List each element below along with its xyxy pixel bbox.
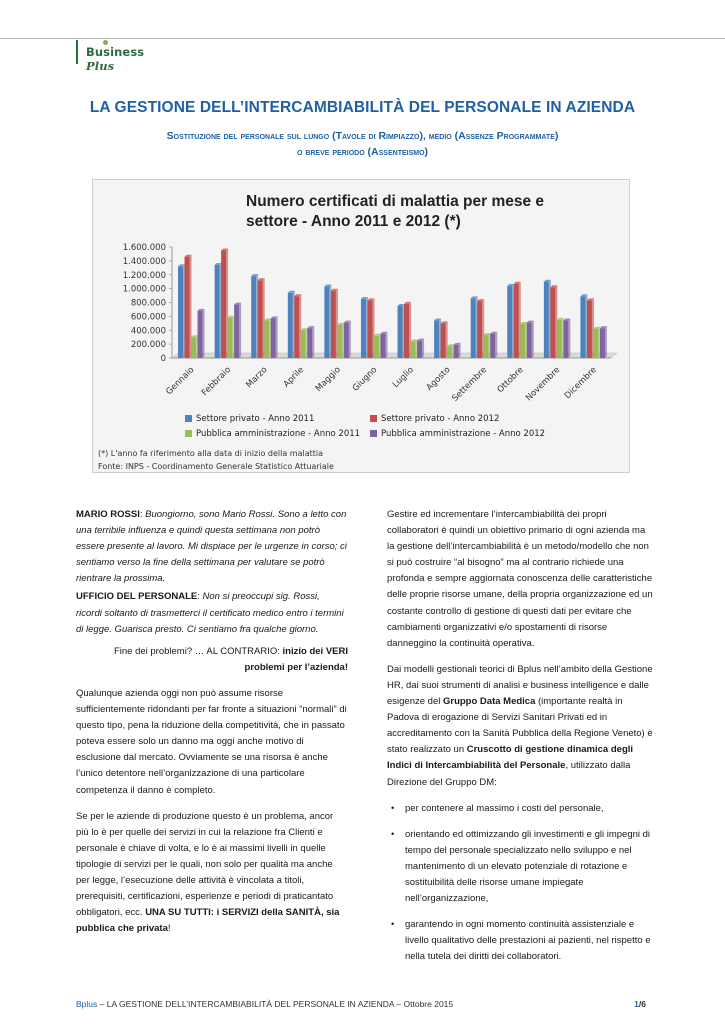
page-subtitle-line2: o breve periodo (Assenteismo)	[296, 146, 429, 158]
legend-label: Pubblica amministrazione - Anno 2011	[196, 429, 361, 439]
bar-side	[495, 332, 497, 358]
y-tick-label: 1.400.000	[122, 256, 166, 267]
bar	[178, 266, 183, 358]
bar	[198, 311, 203, 358]
y-tick-label: 1.000.000	[122, 284, 166, 295]
bar-side	[532, 321, 534, 358]
bar	[434, 321, 439, 358]
bar	[234, 305, 239, 358]
list-item: • per contenere al massimo i costi del personale,	[387, 801, 655, 817]
bar	[441, 323, 446, 358]
quote-office: Non si preoccupi sig. Rossi, ricordi soltanto di trasmetterci il certificato medico entro i termini di legge. Guarisca presto. Ci sentiamo fra qualche giorno.	[76, 591, 344, 635]
bar	[417, 341, 422, 358]
bar	[563, 321, 568, 358]
bar	[557, 320, 562, 358]
list-item: • garantendo in ogni momento continuità assistenziale e livello qualitativo delle prestazioni ai pazienti, nel rispetto e nella tutela dei diritti dei collaboratori.	[391, 919, 651, 963]
legend-label: Settore privato - Anno 2011	[196, 414, 315, 424]
speaker-mario: MARIO ROSSI	[76, 509, 140, 520]
legend-swatch	[370, 415, 377, 422]
dashboard-group: Gruppo Data Medica	[442, 696, 536, 708]
bar	[258, 280, 263, 358]
bar	[404, 304, 409, 358]
bar	[344, 323, 349, 358]
page-total: /6	[638, 999, 646, 1009]
paragraph-services	[76, 809, 348, 938]
bar	[215, 265, 220, 358]
problems-plain: Fine dei problemi? … AL CONTRARIO:	[113, 645, 283, 657]
quote-mario: Buongiorno, sono Mario Rossi. Sono a letto con una terribile influenza e quindi questa settimana non potrò essere presente al lavoro. Mi dispiace per le urgenze in corso; ci sentiamo verso la fine della settimana per valutare se potrò rientrare la prossima.	[76, 509, 347, 585]
page-title: LA GESTIONE DELL’INTERCAMBIABILITÀ DEL PERSONALE IN AZIENDA	[89, 99, 636, 116]
x-tick-label: Ottobre	[495, 365, 526, 396]
x-tick-label: Dicembre	[562, 365, 599, 402]
bar	[307, 328, 312, 358]
bar	[544, 282, 549, 358]
paragraph-dashboard	[387, 662, 655, 791]
bar-side	[605, 326, 607, 358]
bar	[490, 334, 495, 358]
bar	[600, 328, 605, 358]
right-column	[387, 507, 655, 975]
dashboard-a: Dai modelli gestionali teorici di Bplus nell’ambito della Gestione HR, dai suoi strumenti di analisi e business intelligence e dalle esigenze del	[387, 663, 653, 708]
bar	[361, 299, 366, 358]
bullet-icon: •	[391, 802, 395, 814]
x-tick-label: Novembre	[524, 365, 563, 404]
x-tick-label: Gennaio	[164, 365, 197, 398]
bar	[331, 291, 336, 358]
bar-side	[203, 309, 205, 358]
dashboard-name: Cruscotto di gestione dinamica degli Indici di Intercambiabilità del Personale	[387, 744, 634, 772]
x-tick-label: Settembre	[450, 365, 490, 404]
bar	[520, 324, 525, 358]
dashboard-c: (importante realtà in Padova di erogazione di Servizi Sanitari Privati ed in accreditamento con la Sanità Pubblica della Regione Veneto) è stato realizzato un	[387, 696, 653, 756]
bar	[580, 296, 585, 358]
bar	[324, 287, 329, 358]
bar-side	[276, 316, 278, 358]
y-tick-label: 200.000	[130, 340, 166, 351]
bar	[288, 293, 293, 358]
chart-svg	[93, 180, 631, 474]
legend-label: Settore privato - Anno 2012	[381, 414, 500, 424]
bar	[228, 318, 233, 358]
sick-leave-chart	[92, 179, 630, 473]
problems-bold: inizio dei VERI problemi per l’azienda!	[244, 645, 348, 673]
footer-brand: Bplus	[76, 999, 98, 1009]
bar	[337, 325, 342, 358]
bar	[587, 300, 592, 358]
bar	[191, 337, 196, 358]
bar	[550, 287, 555, 358]
y-tick-label: 0	[160, 354, 166, 364]
paragraph-interchangeability: Gestire ed incrementare l’intercambiabilità dei propri collaboratori è quindi un obiettivo primario di ogni azienda ma la gestione dell’intercambiabilità è un metodo/modello che non si può costruire “al bisogno” ma al contrario richiede una profonda e sempre aggiornata conoscenza delle caratteristiche delle proprie risorse umane, della propria organizzazione ed un costante controllo di gestione di questi dati per evitare che cambiamenti organizzativi e/o spostamenti di risorse danneggino la continuità operativa.	[387, 509, 653, 649]
bar-side	[312, 326, 314, 358]
services-bold: UNA SU TUTTI: i SERVIZI della SANITÀ, sia pubblica che privata	[76, 907, 340, 935]
bar-side	[385, 332, 387, 358]
chart-note: (*) L'anno fa riferimento alla data di inizio della malattia	[98, 449, 323, 458]
bullet-icon: •	[391, 828, 395, 840]
bar-side	[349, 321, 351, 358]
y-tick-label: 400.000	[130, 326, 166, 337]
bar	[271, 318, 276, 358]
page-subtitle-line1: Sostituzione del personale sul lungo (Tavole di Rimpiazzo), medio (Assenze Programmate)	[166, 130, 559, 142]
bar	[380, 334, 385, 358]
speaker-office: UFFICIO DEL PERSONALE	[76, 591, 198, 603]
problems-callout	[76, 644, 348, 676]
bar	[514, 284, 519, 358]
header-rule	[0, 38, 725, 39]
x-tick-label: Aprile	[281, 365, 307, 390]
x-tick-label: Luglio	[390, 365, 416, 391]
y-tick-label: 600.000	[130, 312, 166, 323]
x-tick-label: Giugno	[350, 365, 380, 394]
services-end: !	[167, 923, 171, 935]
chart-source: Fonte: INPS - Coordinamento Generale Statistico Attuariale	[98, 462, 334, 471]
logo-plus: Plus	[86, 59, 115, 73]
logo-word: Business	[86, 45, 145, 59]
business-plus-logo	[76, 40, 170, 73]
bar	[367, 300, 372, 358]
bar	[507, 286, 512, 358]
bar-side	[568, 319, 570, 358]
bar	[411, 341, 416, 358]
bar	[471, 298, 476, 358]
bar-side	[422, 339, 424, 358]
page-footer	[76, 999, 646, 1009]
bar	[454, 345, 459, 358]
bar	[527, 323, 532, 358]
x-tick-label: Maggio	[313, 365, 343, 394]
page-current: 1	[634, 999, 639, 1009]
bar	[374, 336, 379, 358]
bar	[221, 250, 226, 358]
x-tick-label: Agosto	[424, 365, 453, 393]
bar	[484, 335, 489, 358]
x-tick-label: Marzo	[244, 365, 270, 391]
chart-title-line2: settore - Anno 2011 e 2012 (*)	[246, 213, 461, 230]
bar	[301, 330, 306, 358]
bar	[477, 301, 482, 358]
bar	[185, 257, 190, 358]
bar	[294, 296, 299, 358]
paragraph-competitivity: Qualunque azienda oggi non può assume risorse sufficientemente ridondanti per far fronte a situazioni “normali” di questo tipo, pena la riduzione della competitività, che in passato poteva essere solo un danno ma oggi anche motivo di esclusione dal mercato. Ovviamente se una risorsa è anche l’unico detentore nell’organizzazione di una particolare competenza il danno è completo.	[76, 687, 347, 796]
footer-text: – LA GESTIONE DELL’INTERCAMBIABILITÀ DEL PERSONALE IN AZIENDA – Ottobre 2015	[97, 999, 454, 1009]
dashboard-e: , utilizzato dalla Direzione del Gruppo DM:	[387, 760, 631, 788]
dialog-office: UFFICIO DEL PERSONALE: Non si preoccupi sig. Rossi, ricordi soltanto di trasmetterci il certificato medico entro i termini di legge. Guarisca presto. Ci sentiamo fra qualche giorno.	[76, 591, 344, 635]
legend-swatch	[185, 415, 192, 422]
bar	[264, 321, 269, 358]
bar	[398, 306, 403, 358]
bullet-list	[387, 801, 655, 966]
legend-swatch	[370, 430, 377, 437]
legend-label: Pubblica amministrazione - Anno 2012	[381, 429, 546, 439]
y-tick-label: 1.600.000	[122, 243, 166, 253]
bullet-icon: •	[391, 919, 395, 931]
list-item: • orientando ed ottimizzando gli investimenti e gli impegni di tempo del personale specializzato nello sviluppo e nel mantenimento di un elevato potenziale di rotazione e sostituibilità delle risorse umane impiegate nell’organizzazione,	[391, 828, 651, 905]
chart-title-line1: Numero certificati di malattia per mese e	[246, 193, 545, 210]
bar	[593, 329, 598, 358]
bar-side	[239, 303, 241, 358]
page-number	[634, 999, 646, 1009]
bar-side	[459, 343, 461, 358]
dialog-mario: MARIO ROSSI: Buongiorno, sono Mario Rossi. Sono a letto con una terribile influenza e quindi questa settimana non potrò essere presente al lavoro. Mi dispiace per le urgenze in corso; ci sentiamo verso la fine della settimana per valutare se potrò rientrare la prossima.	[76, 509, 347, 585]
y-tick-label: 800.000	[130, 298, 166, 309]
bar	[447, 346, 452, 358]
x-tick-label: Febbraio	[199, 365, 233, 399]
bar	[251, 276, 256, 358]
services-plain: Se per le aziende di produzione questo è un problema, ancor più lo è per quelle dei servizi in cui la relazione fra Clienti e personale è chiave di volta, e lo è ai massimi livelli in quelle tipologie di servizi per le quali, non solo per qualità ma anche per legge, l’esecuzione delle attività è vincolata a titoli, prerequisiti, certificazioni, esperienze e periodi di praticantato obbligatori, ecc.	[76, 810, 334, 919]
left-column	[76, 507, 348, 947]
legend-swatch	[185, 430, 192, 437]
y-tick-label: 1.200.000	[122, 270, 166, 281]
